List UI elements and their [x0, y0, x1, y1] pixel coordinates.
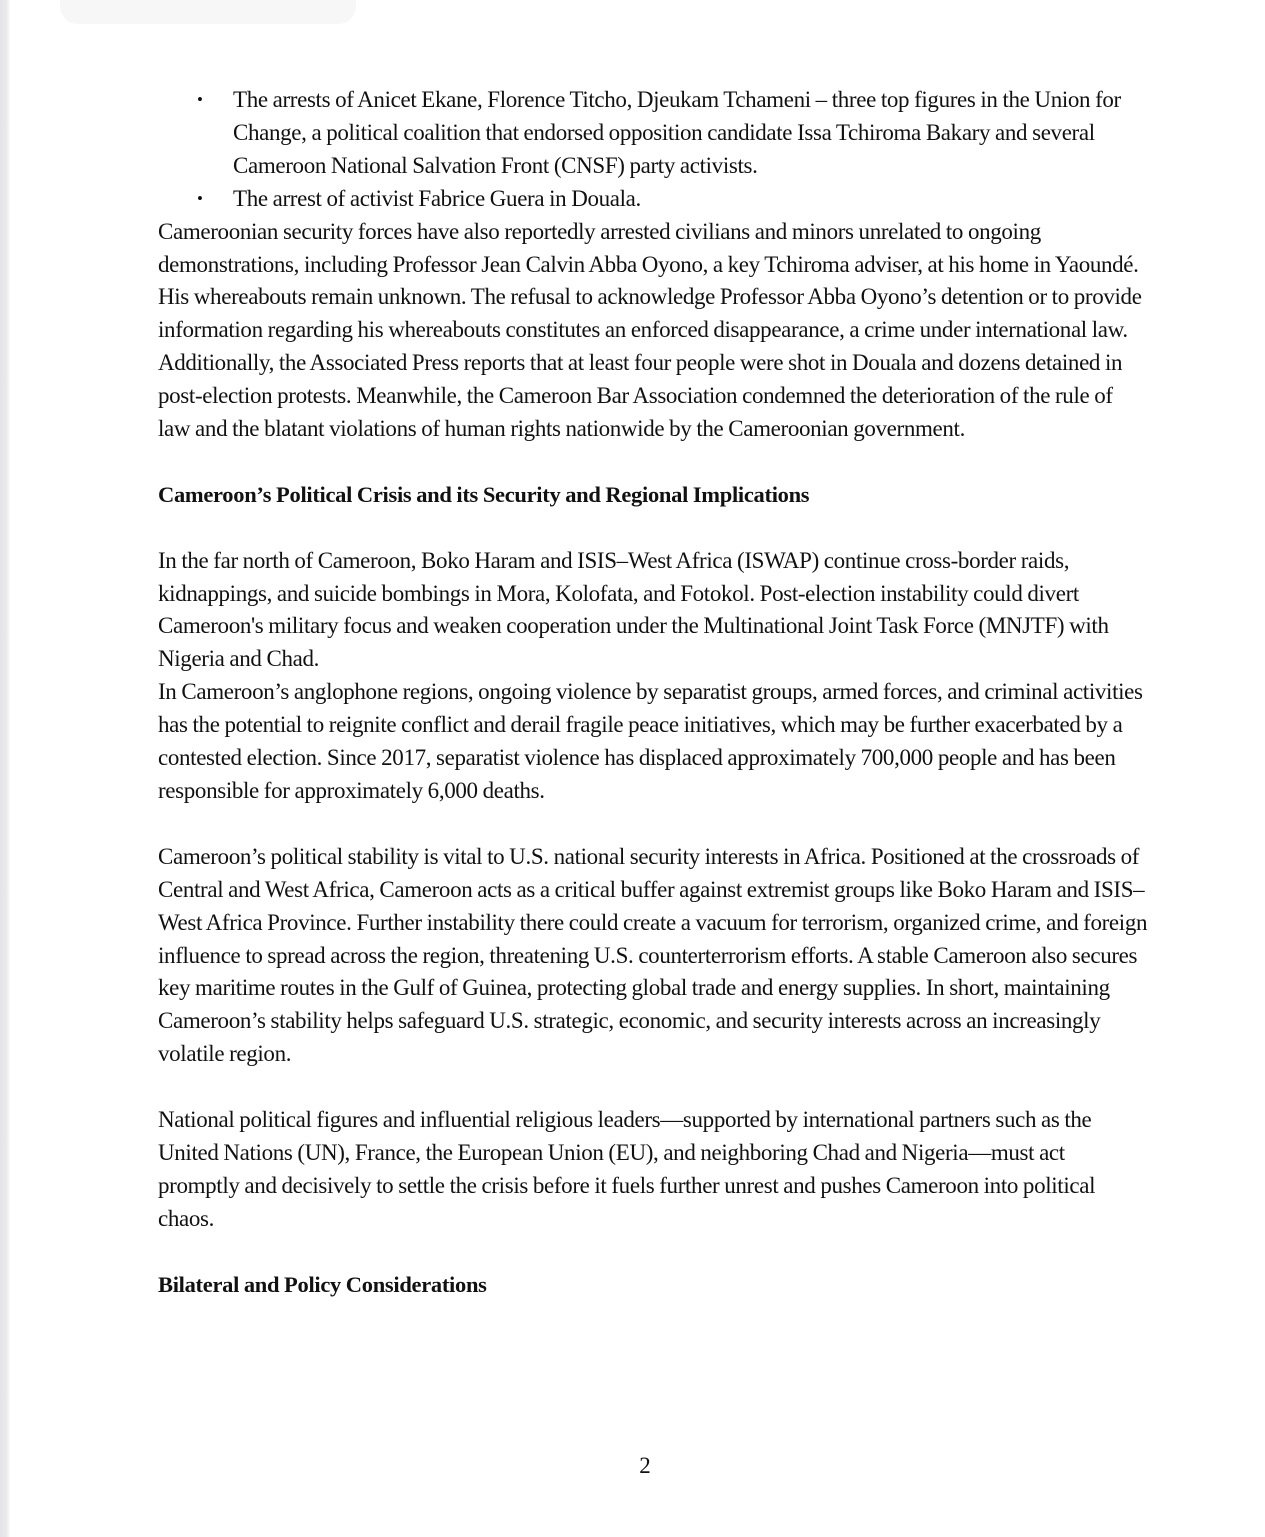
spacer	[158, 1071, 1148, 1104]
page-number: 2	[639, 1453, 651, 1478]
bullet-text: The arrests of Anicet Ekane, Florence Titcho, Djeukam Tchameni – three top figures in the Union for Change, a political coalition that endorsed opposition candidate Issa Tchiroma Bakary and several Cameroon National Salvation Front (CNSF) party activists.	[233, 87, 1121, 178]
spacer	[158, 512, 1148, 545]
list-item	[158, 183, 1148, 216]
paragraph-far-north: In the far north of Cameroon, Boko Haram and ISIS–West Africa (ISWAP) continue cross-border raids, kidnappings, and suicide bombings in Mora, Kolofata, and Fotokol. Post-election instability could divert Cameroon's military focus and weaken cooperation under the Multinational Joint Task Force (MNJTF) with Nigeria and Chad.	[158, 547, 1109, 672]
document-page	[158, 84, 1148, 1301]
viewer-top-bar	[60, 0, 356, 24]
paragraph-detentions: Cameroonian security forces have also reportedly arrested civilians and minors unrelated to ongoing demonstrations, including Professor Jean Calvin Abba Oyono, a key Tchiroma adviser, at his home in Yaoundé. His whereabouts remain unknown. The refusal to acknowledge Professor Abba Oyono’s detention or to provide information regarding his whereabouts constitutes an enforced disappearance, a crime under international law. Additionally, the Associated Press reports that at least four people were shot in Douala and dozens detained in post-election protests. Meanwhile, the Cameroon Bar Association condemned the deterioration of the rule of law and the blatant violations of human rights nationwide by the Cameroonian government.	[158, 218, 1142, 442]
spacer	[158, 446, 1148, 479]
paragraph-anglophone: In Cameroon’s anglophone regions, ongoing violence by separatist groups, armed forces, and criminal activities has the potential to reignite conflict and derail fragile peace initiatives, which may be further exacerbated by a contested election. Since 2017, separatist violence has displaced approximately 700,000 people and has been responsible for approximately 6,000 deaths.	[158, 679, 1143, 803]
spacer	[158, 1236, 1148, 1269]
bullet-icon: •	[197, 90, 203, 109]
section-heading-crisis: Cameroon’s Political Crisis and its Security and Regional Implications	[158, 481, 810, 507]
spacer	[158, 808, 1148, 841]
section-heading-bilateral: Bilateral and Policy Considerations	[158, 1271, 487, 1297]
paragraph-us-interests: Cameroon’s political stability is vital to U.S. national security interests in Africa. Positioned at the crossroads of Central and West Africa, Cameroon acts as a critical buffer against extremist groups like Boko Haram and ISIS–West Africa Province. Further instability there could create a vacuum for terrorism, organized crime, and foreign influence to spread across the region, threatening U.S. counterterrorism efforts. A stable Cameroon also secures key maritime routes in the Gulf of Guinea, protecting global trade and energy supplies. In short, maintaining Cameroon’s stability helps safeguard U.S. strategic, economic, and security interests across an increasingly volatile region.	[158, 843, 1148, 1067]
bullet-text: The arrest of activist Fabrice Guera in Douala.	[233, 185, 641, 211]
arrests-bullet-list	[158, 84, 1148, 216]
bullet-icon: •	[197, 188, 203, 208]
viewer-left-edge	[0, 0, 10, 1537]
list-item	[158, 84, 1148, 183]
paragraph-national-figures: National political figures and influential religious leaders—supported by international partners such as the United Nations (UN), France, the European Union (EU), and neighboring Chad and Nigeria—must act promptly and decisively to settle the crisis before it fuels further unrest and pushes Cameroon into political chaos.	[158, 1107, 1096, 1231]
